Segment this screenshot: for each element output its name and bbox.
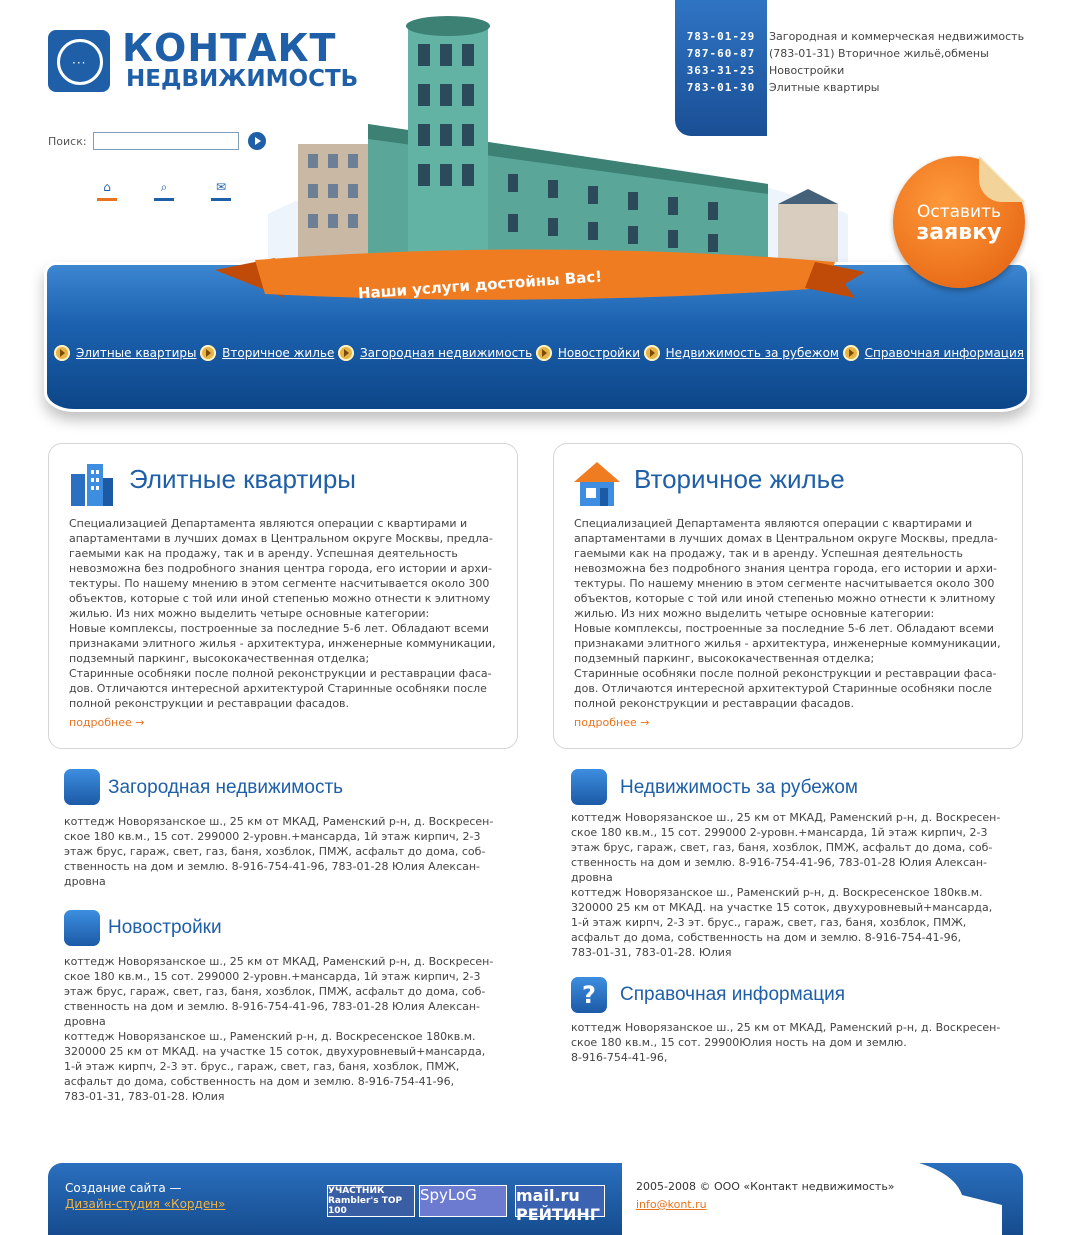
nav-item-label: Загородная недвижимость: [359, 346, 533, 360]
globe-document-icon: [571, 769, 607, 805]
card-elite: [48, 443, 518, 749]
spylog-counter-badge[interactable]: SpyLoG: [419, 1185, 507, 1217]
nav-item-label: Справочная информация: [864, 346, 1024, 360]
phone-desc: Новостройки: [769, 64, 845, 77]
bullet-arrow-icon: [843, 345, 859, 361]
newbuild-icon: [64, 910, 100, 946]
mail-icon[interactable]: ✉: [211, 180, 231, 201]
phone-desc: Загородная и коммерческая недвижимость: [769, 30, 1025, 43]
buildings-icon: [67, 458, 117, 508]
bullet-arrow-icon: [536, 345, 552, 361]
phone-number: 787-60-87: [686, 47, 756, 60]
search-input[interactable]: [93, 132, 239, 150]
nav-item-info[interactable]: [843, 345, 1024, 361]
card-title: Элитные квартиры: [129, 464, 356, 494]
nav-item-newbuild[interactable]: [536, 345, 640, 361]
footer-made: [65, 1180, 225, 1212]
logo-line2: НЕДВИЖИМОСТЬ: [126, 66, 359, 92]
section-text: коттедж Новорязанское ш., 25 км от МКАД, Раменский р-н, д. Воскресен- ское 180 кв.м., 15 сот. 299000 2-уровн.+мансарда, 1й этаж кирпич, 2-3 этаж брус, гараж, свет, газ, баня, хозблок, ПМЖ, асфальт до дома, соб- ственность на дом и землю. 8-916-754-41-96, 783-01-28 Юлия Алексан- дровна: [64, 815, 494, 888]
nav-item-label: Элитные квартиры: [76, 346, 197, 360]
phone-desc: Элитные квартиры: [769, 81, 880, 94]
home-icon[interactable]: ⌂: [97, 180, 117, 201]
section-text: коттедж Новорязанское ш., 25 км от МКАД, Раменский р-н, д. Воскресен- ское 180 кв.м., 15 сот. 29900Юлия ность на дом и землю. 8-916-754-41-96,: [571, 1021, 1001, 1064]
section-title[interactable]: Справочная информация: [620, 984, 845, 1005]
studio-link[interactable]: Дизайн-студия «Корден»: [65, 1197, 226, 1211]
house-icon: [572, 458, 622, 508]
bullet-arrow-icon: [54, 345, 70, 361]
phone-number: 363-31-25: [686, 64, 756, 77]
nav-item-label: Вторичное жилье: [222, 346, 335, 360]
bullet-arrow-icon: [200, 345, 216, 361]
nav-item-abroad[interactable]: [644, 345, 839, 361]
mail-rating-badge[interactable]: mail.ru РЕЙТИНГ: [515, 1185, 605, 1217]
section-text: коттедж Новорязанское ш., 25 км от МКАД, Раменский р-н, д. Воскресен- ское 180 кв.м., 15 сот. 299000 2-уровн.+мансарда, 1й этаж кирпич, 2-3 этаж брус, гараж, свет, газ, баня, хозблок, ПМЖ, асфальт до дома, соб- ственность на дом и землю. 8-916-754-41-96, 783-01-28 Юлия Алексан- дровна коттедж Новорязанское ш., Раменский р-н, д. Воскресенское 180кв.м. 320000 25 км от МКАД. на участке 15 соток, двухуровневый+мансарда, 1-й этаж кирпч, 2-3 эт. брус., гараж, свет, газ, баня, хозблок, ПМЖ, асфальт до дома, собственность на дом и землю. 8-916-754-41-96, 783-01-31, 783-01-28. Юлия: [64, 955, 494, 1103]
nav-item-country[interactable]: [338, 345, 532, 361]
phone-number: 783-01-29: [686, 30, 756, 43]
search-form: [48, 130, 266, 152]
banner-slogan: Наши услуги достойны Вас!: [357, 267, 603, 303]
page-curl-icon: [979, 156, 1025, 202]
bullet-arrow-icon: [338, 345, 354, 361]
more-link[interactable]: подробнее →: [574, 716, 650, 729]
nav-item-label: Недвижимость за рубежом: [665, 346, 839, 360]
main-nav: [54, 345, 1024, 361]
nav-item-secondary[interactable]: [200, 345, 334, 361]
card-title: Вторичное жилье: [634, 464, 845, 494]
search-icon[interactable]: ⌕: [154, 180, 174, 201]
section-title[interactable]: Недвижимость за рубежом: [620, 777, 858, 798]
section-title[interactable]: Загородная недвижимость: [108, 777, 344, 798]
phone-dial-icon: ···: [48, 30, 110, 92]
footer-made-label: Создание сайта —: [65, 1181, 182, 1195]
card-text: Специализацией Департамента являются операции с квартирами и апартаментами в лучших домах в Центральном округе Москвы, предла- гаемыми как на продажу, так и в аренду. Успешная деятельность невозможна без подробного знания центра города, его истории и архи- тектуры. По нашему мнению в этом сегменте насчитывается около 300 объектов, которые с той или иной степенью можно отнести к элитному жилью. Из них можно выделить четыре основные категории: Новые комплексы, построенные за последние 5-6 лет. Обладают всеми признаками элитного жилья - архитектура, инженерные коммуникации, подземный паркинг, высококачественная отделка; Старинные особняки после полной реконструкции и реставрации фаса- дов. Отличаются интересной архитектурой Старинные особняки после полной реконструкции и реставрации фасадов.: [69, 517, 496, 710]
card-text: Специализацией Департамента являются операции с квартирами и апартаментами в лучших домах в Центральном округе Москвы, предла- гаемыми как на продажу, так и в аренду. Успешная деятельность невозможна без подробного знания центра города, его истории и архи- тектуры. По нашему мнению в этом сегменте насчитывается около 300 объектов, которые с той или иной степенью можно отнести к элитному жилью. Из них можно выделить четыре основные категории: Новые комплексы, построенные за последние 5-6 лет. Обладают всеми признаками элитного жилья - архитектура, инженерные коммуникации, подземный паркинг, высококачественная отделка; Старинные особняки после полной реконструкции и реставрации фаса- дов. Отличаются интересной архитектурой Старинные особняки после полной реконструкции и реставрации фасадов.: [574, 517, 1001, 710]
question-icon: ?: [571, 977, 607, 1013]
order-line2: заявку: [916, 220, 1002, 245]
copyright: 2005-2008 © ООО «Контакт недвижимость»: [636, 1180, 895, 1193]
leave-request-button[interactable]: [893, 156, 1025, 288]
logo-line1: КОНТАКТ: [122, 26, 337, 70]
order-line1: Оставить: [916, 202, 1002, 222]
nav-item-label: Новостройки: [557, 346, 641, 360]
rambler-counter-badge[interactable]: УЧАСТНИК Rambler's TOP 100: [327, 1185, 415, 1217]
phone-desc: (783-01-31) Вторичное жильё,обмены: [769, 47, 989, 60]
section-title[interactable]: Новостройки: [108, 917, 222, 938]
bullet-arrow-icon: [644, 345, 660, 361]
email-link[interactable]: info@kont.ru: [636, 1198, 707, 1211]
more-link[interactable]: подробнее →: [69, 716, 145, 729]
card-secondary: [553, 443, 1023, 749]
arrow-right-icon[interactable]: [248, 132, 266, 150]
phone-number: 783-01-30: [686, 81, 756, 94]
chart-icon: [64, 769, 100, 805]
section-text: коттедж Новорязанское ш., 25 км от МКАД, Раменский р-н, д. Воскресен- ское 180 кв.м., 15 сот. 299000 2-уровн.+мансарда, 1й этаж кирпич, 2-3 этаж брус, гараж, свет, газ, баня, хозблок, ПМЖ, асфальт до дома, соб- ственность на дом и землю. 8-916-754-41-96, 783-01-28 Юлия Алексан- дровна коттедж Новорязанское ш., Раменский р-н, д. Воскресенское 180кв.м. 320000 25 км от МКАД. на участке 15 соток, двухуровневый+мансарда, 1-й этаж кирпч, 2-3 эт. брус., гараж, свет, газ, баня, хозблок, ПМЖ, асфальт до дома, собственность на дом и землю. 8-916-754-41-96, 783-01-31, 783-01-28. Юлия: [571, 811, 1001, 959]
nav-item-elite[interactable]: [54, 345, 197, 361]
search-label: Поиск:: [48, 134, 87, 148]
